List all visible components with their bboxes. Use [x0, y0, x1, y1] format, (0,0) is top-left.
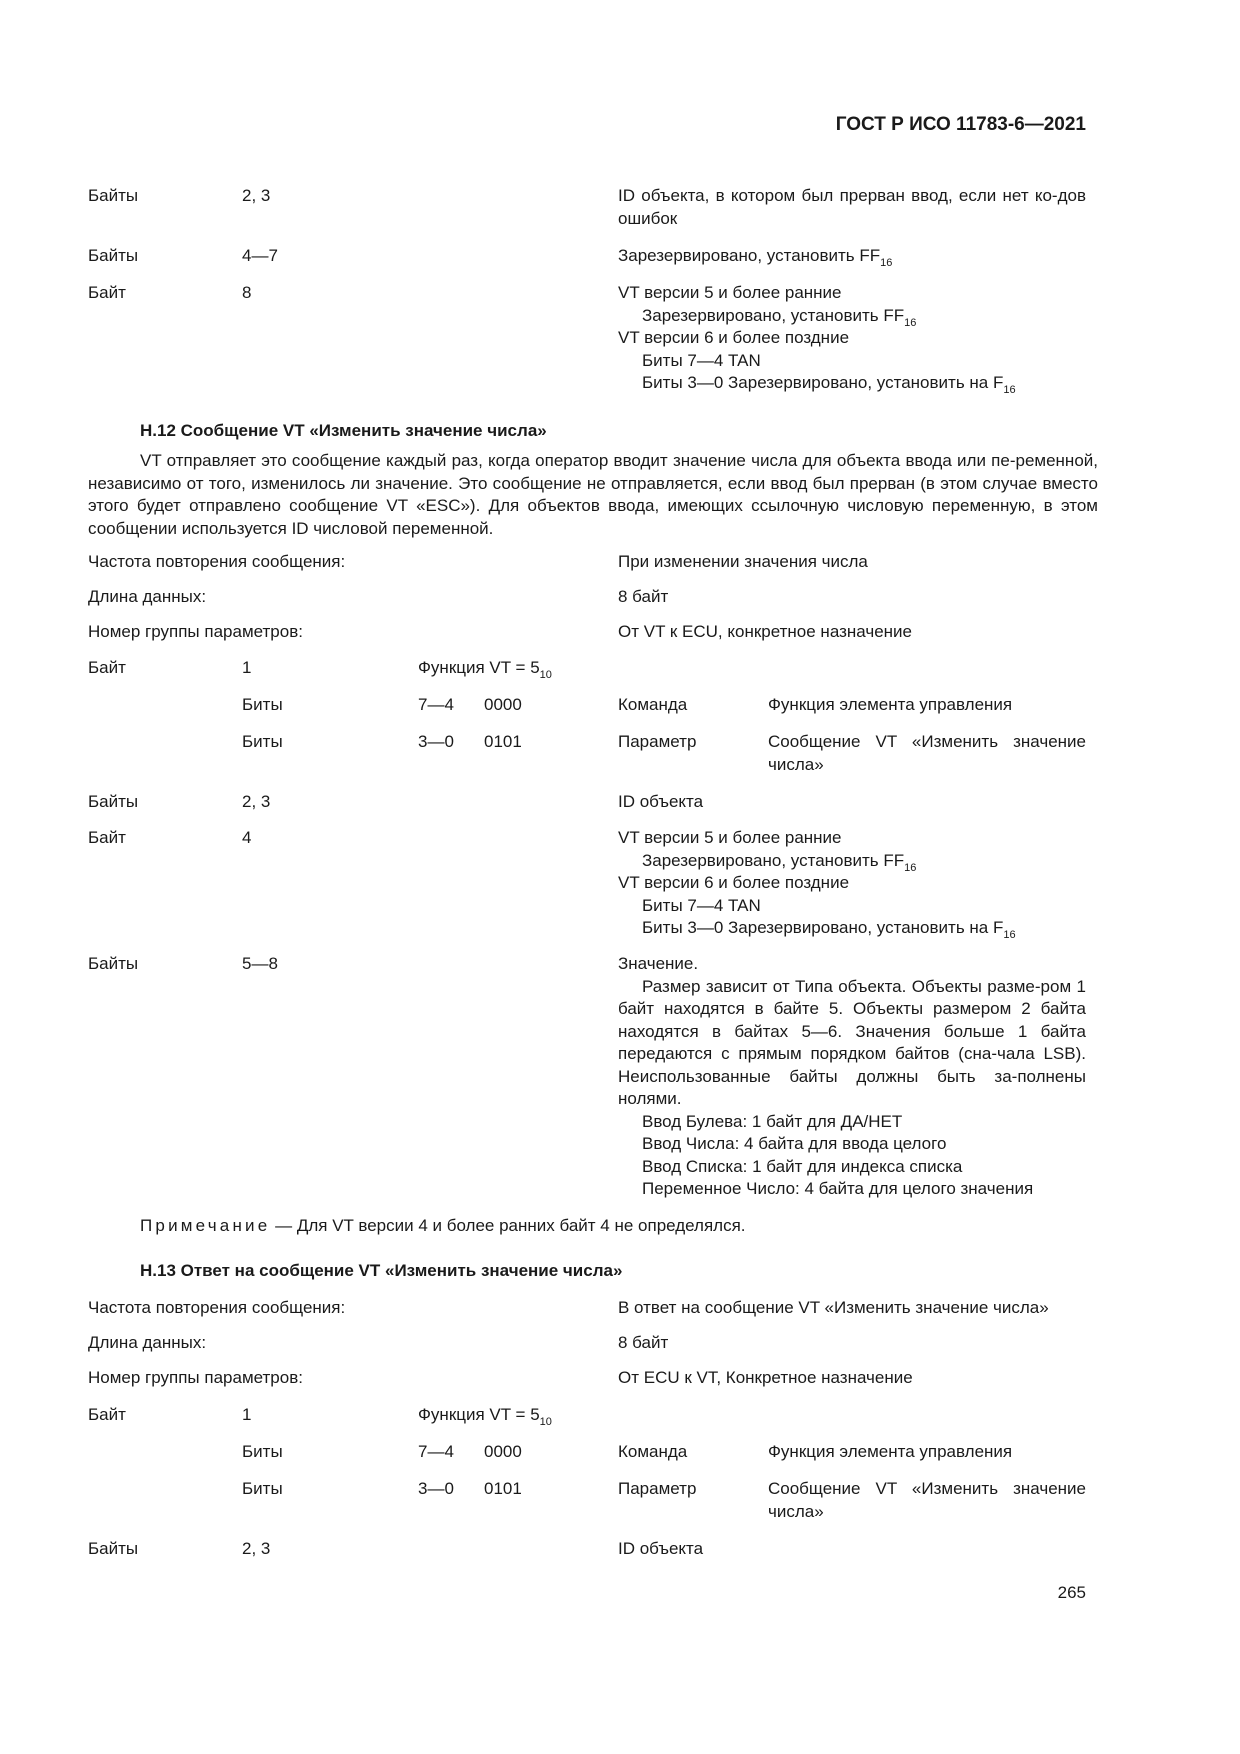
- row-label: Байты: [88, 1539, 139, 1558]
- freq-value: В ответ на сообщение VT «Изменить значение числа»: [618, 1298, 1049, 1317]
- row-description: ID объекта: [618, 792, 704, 811]
- function-value: Функция VT = $5_{10}$: [418, 1405, 552, 1428]
- bits-range: 7—4: [418, 695, 454, 714]
- data-length-value: 8 байт: [618, 587, 669, 606]
- row-label: Байт: [88, 828, 126, 847]
- list-item: Переменное Число: 4 байта для целого значения: [642, 1179, 1034, 1198]
- bits-description: Функция элемента управления: [768, 1442, 1013, 1461]
- pgn-value: От VT к ECU, конкретное назначение: [618, 622, 912, 641]
- function-value: Функция VT = $5_{10}$: [418, 658, 552, 681]
- pgn-label: Номер группы параметров:: [88, 622, 303, 641]
- row-description: ID объекта: [618, 1539, 704, 1558]
- bits-range: 3—0: [418, 1479, 454, 1498]
- bits-description: Сообщение VT «Изменить значение числа»: [768, 732, 1086, 774]
- freq-label: Частота повторения сообщения:: [88, 552, 346, 571]
- byte-label: Байт: [88, 658, 126, 677]
- row-description: ID объекта, в котором был прерван ввод, если нет ко-дов ошибок: [618, 186, 1086, 228]
- bits-label: Биты: [242, 695, 283, 714]
- row-label: Байт: [88, 283, 126, 302]
- bits-value: 0000: [484, 695, 522, 714]
- bits-label: Биты: [242, 1442, 283, 1461]
- row-description: Зарезервировано, установить $FF_{16}$: [618, 246, 893, 269]
- byte-number: 1: [242, 1405, 252, 1424]
- section-heading-h12: H.12 Сообщение VT «Изменить значение числа»: [140, 421, 547, 440]
- row-number: 5—8: [242, 954, 278, 973]
- bits-range: 3—0: [418, 732, 454, 751]
- data-length-label: Длина данных:: [88, 587, 207, 606]
- bits-name: Параметр: [618, 732, 697, 751]
- pgn-value: От ECU к VT, Конкретное назначение: [618, 1368, 913, 1387]
- row-description: VT версии 5 и более ранние Зарезервировано, установить $FF_{16}$ VT версии 6 и более поздние Биты 7—4 TAN Биты 3—0 Зарезервировано, установить на $F_{16}$: [618, 283, 1016, 396]
- row-number: 2, 3: [242, 1539, 271, 1558]
- row-number: 8: [242, 283, 252, 302]
- list-item: Ввод Булева: 1 байт для ДА/НЕТ: [642, 1111, 903, 1131]
- data-length-value: 8 байт: [618, 1333, 669, 1352]
- bits-label: Биты: [242, 732, 283, 751]
- bits-value: 0000: [484, 1442, 522, 1461]
- bits-value: 0101: [484, 1479, 522, 1498]
- row-label: Байты: [88, 186, 139, 205]
- list-item: Ввод Числа: 4 байта для ввода целого: [642, 1134, 947, 1153]
- row-number: 2, 3: [242, 186, 271, 205]
- bits-value: 0101: [484, 732, 522, 751]
- list-item: Ввод Списка: 1 байт для индекса списка: [642, 1156, 963, 1176]
- section-heading-h13: H.13 Ответ на сообщение VT «Изменить значение числа»: [140, 1261, 623, 1280]
- bits-description: Сообщение VT «Изменить значение числа»: [768, 1479, 1086, 1521]
- row-label: Байты: [88, 954, 139, 973]
- note: Примечание — Для VT версии 4 и более ранних байт 4 не определялся.: [140, 1216, 746, 1235]
- row-label: Байты: [88, 792, 139, 811]
- section-paragraph: VT отправляет это сообщение каждый раз, когда оператор вводит значение числа для объекта ввода или пе-ременной, независимо от того, изменилось ли значение. Это сообщение не отправляется, если ввод был прерван (в этом случае вместо этого будет отправлено сообщение VT «ESC»). Для объектов ввода, имеющих ссылочную числовую переменную, в этом сообщении используется ID числовой переменной.: [88, 451, 1098, 538]
- bits-name: Команда: [618, 1442, 688, 1461]
- bits-description: Функция элемента управления: [768, 695, 1013, 714]
- freq-value: При изменении значения числа: [618, 552, 868, 571]
- row-description: VT версии 5 и более ранние Зарезервировано, установить $FF_{16}$ VT версии 6 и более поздние Биты 7—4 TAN Биты 3—0 Зарезервировано, установить на $F_{16}$: [618, 828, 1016, 941]
- document-code: ГОСТ Р ИСО 11783-6—2021: [835, 114, 1086, 135]
- bits-name: Параметр: [618, 1479, 697, 1498]
- row-number: 4: [242, 828, 252, 847]
- bits-label: Биты: [242, 1479, 283, 1498]
- bits-range: 7—4: [418, 1442, 454, 1461]
- page-number: 265: [1057, 1583, 1086, 1602]
- data-length-label: Длина данных:: [88, 1333, 207, 1352]
- pgn-label: Номер группы параметров:: [88, 1368, 303, 1387]
- freq-label: Частота повторения сообщения:: [88, 1298, 346, 1317]
- row-number: 4—7: [242, 246, 278, 265]
- row-number: 2, 3: [242, 792, 271, 811]
- value-description: Значение. Размер зависит от Типа объекта. Объекты разме-ром 1 байт находятся в байте 5. Объекты размером 2 байта находятся в байтах 5—6. Значения больше 1 байта передаются с прямым порядком байтов (сна-чала LSB). Неиспользованные байты должны быть за-полнены нолями. Ввод Булева: 1 байт для ДА/НЕТ Ввод Числа: 4 байта для ввода целого Ввод Списка: 1 байт для индекса списка Переменное Число: 4 байта для целого значения: [618, 953, 1086, 1201]
- byte-number: 1: [242, 658, 252, 677]
- byte-label: Байт: [88, 1405, 126, 1424]
- row-label: Байты: [88, 246, 139, 265]
- bits-name: Команда: [618, 695, 688, 714]
